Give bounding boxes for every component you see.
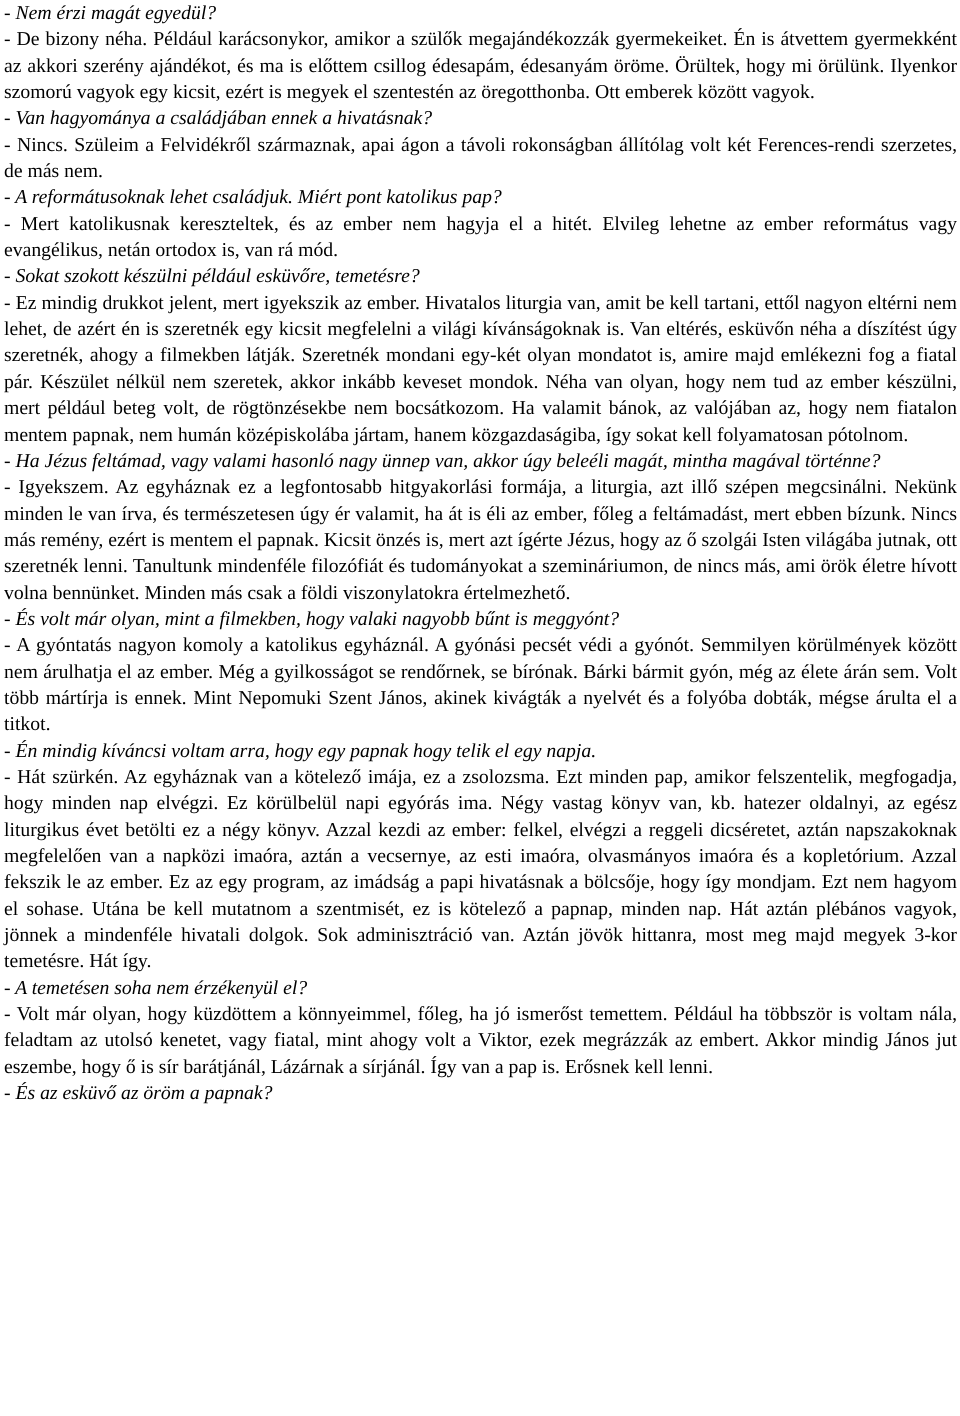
question-5: - Ha Jézus feltámad, vagy valami hasonló nagy ünnep van, akkor úgy beleéli magát, mintha magával történne? [4, 449, 881, 472]
question-7: - Én mindig kíváncsi voltam arra, hogy egy papnak hogy telik el egy napja. [4, 739, 597, 762]
question-2: - Van hagyománya a családjában ennek a hivatásnak? [4, 107, 433, 130]
answer-5: - Igyekszem. Az egyháznak ez a legfontosabb hitgyakorlási formája, a liturgia, azt illő szépen megcsinálni. Nekünk minden le van írva, és természetesen úgy ér valamit, ha át is éli az ember, főleg a feltámadást, mert ebben bízunk. Nincs más remény, ezért is mentem el papnak. Kicsit önzés is, mert azt ígérte Jézus, hogy az ő szolgái Isten világába jutnak, ott szeretnék lenni. Tanultunk mindenféle filozófiát és tudományokat a szemináriumon, de nincs más, ami örök életre hívott volna bennünket. Minden más csak a földi viszonylatokra értelmezhető. [4, 476, 957, 604]
answer-7: - Hát szürkén. Az egyháznak van a kötelező imája, ez a zsolozsma. Ezt minden pap, amikor felszentelik, megfogadja, hogy minden nap elvégzi. Ez körülbelül napi egyórás ima. Négy vastag könyv van, kb. hatezer oldalnyi, az egész liturgikus évet betölti ez a négy könyv. Azzal kezdi az ember: felkel, elvégzi a reggeli dicséretet, aztán napszakoknak megfelelően van a napközi imaóra, aztán a vecsernye, az esti imaóra, olvasmányos imaóra és a kopletórium. Azzal fekszik le az ember. Ez az egy program, az imádság a papi hivatásnak a bölcsője, hogy így mondjam. Ezt nem hagyom el sohase. Utána be kell mutatnom a szentmisét, ez is kötelező a papnap, minden nap. Hát aztán plébános vagyok, jönnek a mindenféle hivatali dolgok. Sok adminisztráció van. Aztán jövök hittanra, most meg majd megyek 3-kor temetésre. Hát így. [4, 765, 957, 973]
question-4: - Sokat szokott készülni például esküvőre, temetésre? [4, 265, 420, 288]
answer-1: - De bizony néha. Például karácsonykor, amikor a szülők megajándékozzák gyermekeiket. Én is átvettem gyermekként az akkori szerény ajándékot, és ma is előttem csillog édesapám, édesanyám öröme. Örültek, hogy mi örülünk. Ilyenkor szomorú vagyok egy kicsit, ezért is megyek el szentestén az öregotthonba. Ott emberek között vagyok. [4, 28, 957, 104]
question-8: - A temetésen soha nem érzékenyül el? [4, 976, 308, 999]
question-9: - És az esküvő az öröm a papnak? [4, 1082, 273, 1105]
answer-6: - A gyóntatás nagyon komoly a katolikus egyháznál. A gyónási pecsét védi a gyónót. Semmilyen körülmények között nem árulhatja el az ember. Még a gyilkosságot se rendőrnek, se bírónak. Bárki bármit gyón, még az élete árán sem. Volt több mártírja is ennek. Mint Nepomuki Szent János, akinek kivágták a nyelvét és a folyóba dobták, mégse árulta el a titkot. [4, 634, 957, 736]
question-1: - Nem érzi magát egyedül? [4, 2, 217, 24]
answer-3: - Mert katolikusnak kereszteltek, és az ember nem hagyja el a hitét. Elvileg lehetne az ember református vagy evangélikus, netán ortodox is, van rá mód. [4, 212, 957, 262]
answer-4: - Ez mindig drukkot jelent, mert igyekszik az ember. Hivatalos liturgia van, amit be kell tartani, ettől nagyon eltérni nem lehet, de azért én is szeretnék egy kicsit megfelelni a világi kívánságoknak is. Van eltérés, esküvőn néha a díszítést úgy szeretnék, ahogy a filmekben látják. Szeretnék mondani egy-két olyan mondatot is, amire majd emlékezni fog a fiatal pár. Készület nélkül nem szeretek, akkor inkább keveset mondok. Néha van olyan, hogy nem tud az ember készülni, mert például beteg volt, de rögtönzésekbe nem bocsátkozom. Ha valamit bánok, az valójában az, hogy nem fiatalon mentem papnak, nem humán középiskolába jártam, hanem közgazdaságiba, így sokat kell folyamatosan pótolnom. [4, 291, 957, 446]
answer-8: - Volt már olyan, hogy küzdöttem a könnyeimmel, főleg, ha jó ismerőst temettem. Például ha többször is voltam nála, feladtam az utolsó kenetet, vagy fiatal, mint ahogy volt a Viktor, ezek megrázzák az embert. Akkor mindig János jut eszembe, hogy ő is sír barátjánál, Lázárnak a sírjánál. Így van a pap is. Erősnek kell lenni. [4, 1003, 957, 1078]
question-6: - És volt már olyan, mint a filmekben, hogy valaki nagyobb bűnt is meggyónt? [4, 607, 620, 630]
answer-2: - Nincs. Szüleim a Felvidékről származnak, apai ágon a távoli rokonságban állítólag volt két Ferences-rendi szerzetes, de más nem. [4, 133, 957, 183]
question-3: - A reformátusoknak lehet családjuk. Miért pont katolikus pap? [4, 186, 502, 209]
